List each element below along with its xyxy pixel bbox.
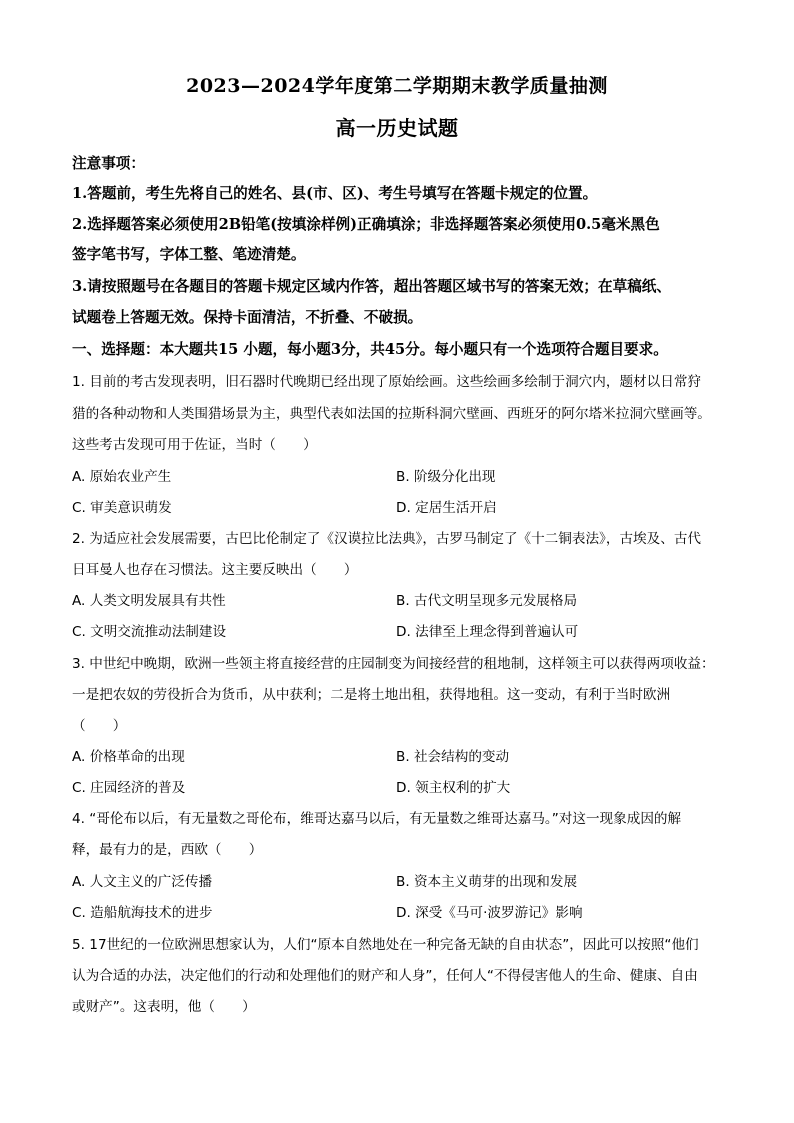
question-1-option-c: C. 审美意识萌发 [72, 500, 172, 516]
notice-line: 1.答题前，考生先将自己的姓名、县(市、区)、考生号填写在答题卡规定的位置。 [72, 185, 598, 202]
question-1-text: 猎的各种动物和人类围猎场景为主，典型代表如法国的拉斯科洞穴壁画、西班牙的阿尔塔米拉洞穴壁画等。 [72, 406, 711, 422]
notice-line: 3.请按照题号在各题目的答题卡规定区域内作答，超出答题区域书写的答案无效；在草稿纸、 [72, 278, 671, 295]
question-1-option-b: B. 阶级分化出现 [396, 469, 496, 485]
question-3-option-c: C. 庄园经济的普及 [72, 780, 186, 796]
section-heading: 一、选择题：本大题共15 小题，每小题3分，共45分。每小题只有一个选项符合题目要求。 [72, 341, 668, 358]
question-2-text: 2. 为适应社会发展需要，古巴比伦制定了《汉谟拉比法典》，古罗马制定了《十二铜表法》，古埃及、古代 [72, 531, 701, 547]
question-4-option-d: D. 深受《马可·波罗游记》影响 [396, 905, 583, 921]
exam-title: 2023—2024学年度第二学期期末教学质量抽测 [186, 75, 608, 97]
notice-line: 试题卷上答题无效。保持卡面清洁，不折叠、不破损。 [72, 309, 423, 326]
question-5-text: 5. 17世纪的一位欧洲思想家认为，人们“原本自然地处在一种完备无缺的自由状态”，因此可以按照“他们 [72, 937, 699, 953]
question-1-option-a: A. 原始农业产生 [72, 469, 172, 485]
question-4-text: 4. “哥伦布以后，有无量数之哥伦布，维哥达嘉马以后，有无量数之维哥达嘉马。”对这一现象成因的解 [72, 811, 682, 827]
question-4-option-c: C. 造船航海技术的进步 [72, 905, 213, 921]
question-4-option-a: A. 人文主义的广泛传播 [72, 874, 213, 890]
question-1-text: 这些考古发现可用于佐证，当时（ ） [72, 437, 317, 453]
question-2-option-a: A. 人类文明发展具有共性 [72, 593, 226, 609]
notice-heading: 注意事项： [72, 155, 145, 172]
question-5-text: 认为合适的办法，决定他们的行动和处理他们的财产和人身”，任何人“不得侵害他人的生命、健康、自由 [72, 968, 698, 984]
notice-line: 签字笔书写，字体工整、笔迹清楚。 [72, 246, 306, 263]
question-5-text: 或财产”。这表明，他（ ） [72, 999, 256, 1015]
question-2-text: 日耳曼人也存在习惯法。这主要反映出（ ） [72, 562, 358, 578]
question-3-text: （ ） [72, 718, 127, 734]
question-2-option-c: C. 文明交流推动法制建设 [72, 624, 227, 640]
exam-subject-title: 高一历史试题 [335, 116, 459, 140]
question-4-text: 释，最有力的是，西欧（ ） [72, 842, 263, 858]
question-3-option-b: B. 社会结构的变动 [396, 749, 510, 765]
question-2-option-b: B. 古代文明呈现多元发展格局 [396, 593, 578, 609]
question-4-option-b: B. 资本主义萌芽的出现和发展 [396, 874, 578, 890]
question-3-text: 一是把农奴的劳役折合为货币，从中获利；二是将土地出租，获得地租。这一变动，有利于当时欧洲 [72, 687, 671, 703]
question-2-option-d: D. 法律至上理念得到普遍认可 [396, 624, 579, 640]
question-3-option-a: A. 价格革命的出现 [72, 749, 185, 765]
question-1-text: 1. 目前的考古发现表明，旧石器时代晚期已经出现了原始绘画。这些绘画多绘制于洞穴内，题材以日常狩 [72, 374, 702, 390]
notice-line: 2.选择题答案必须使用2B铅笔(按填涂样例)正确填涂；非选择题答案必须使用0.5毫米黑色 [72, 216, 660, 233]
question-1-option-d: D. 定居生活开启 [396, 500, 497, 516]
question-3-text: 3. 中世纪中晚期，欧洲一些领主将直接经营的庄园制变为间接经营的租地制，这样领主可以获得两项收益： [72, 656, 715, 672]
question-3-option-d: D. 领主权利的扩大 [396, 780, 511, 796]
